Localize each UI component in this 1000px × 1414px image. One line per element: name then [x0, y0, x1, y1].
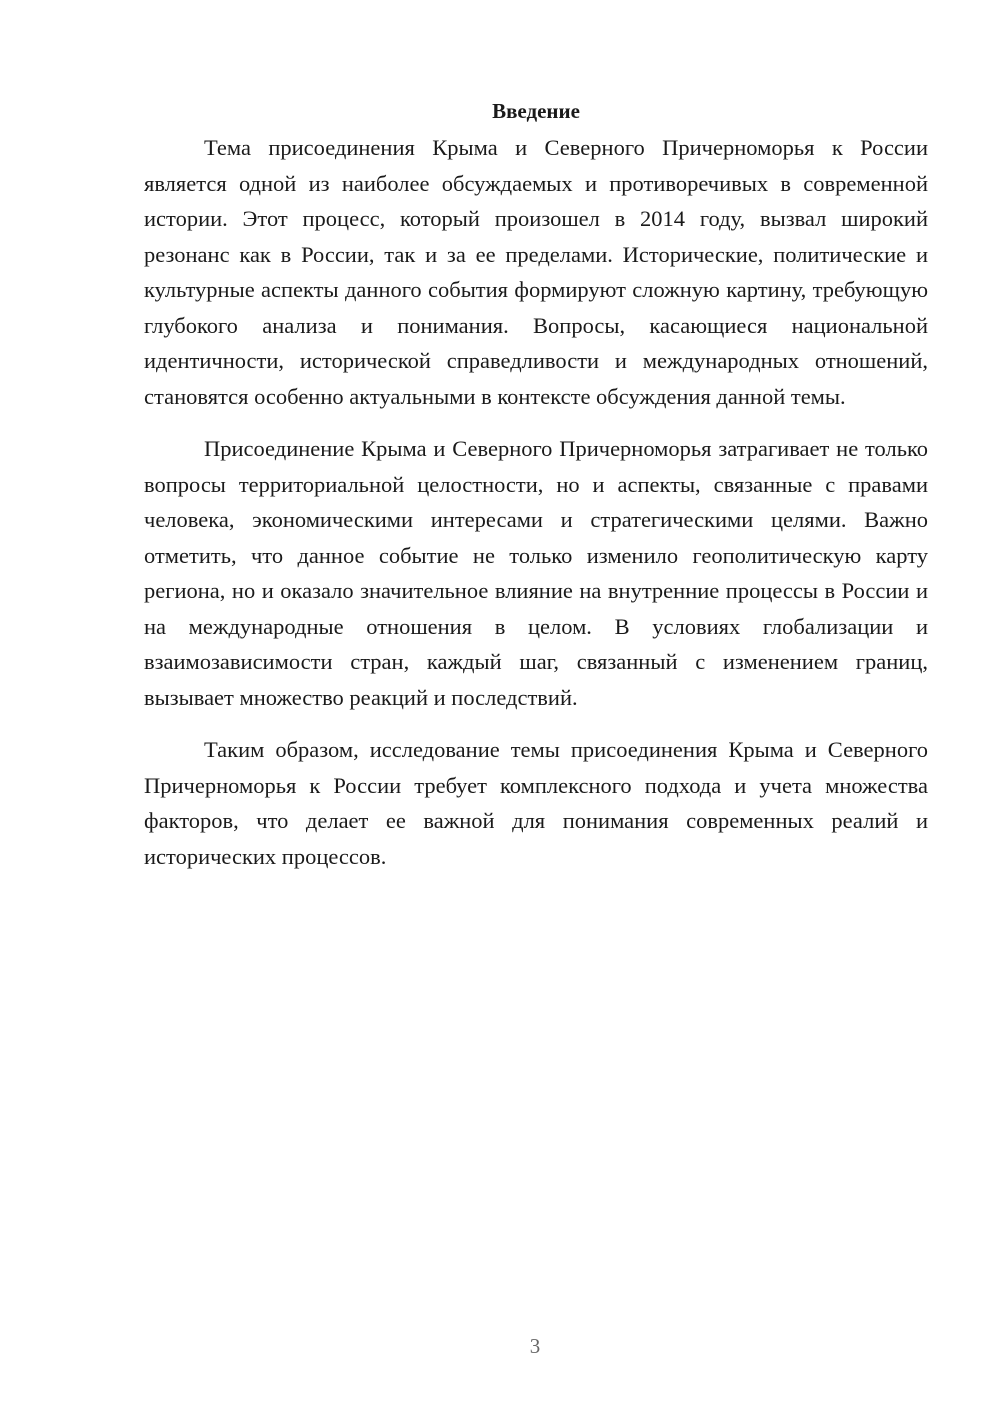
page-content [144, 96, 928, 891]
paragraph-1: Тема присоединения Крыма и Северного Причерноморья к России является одной из наиболее обсуждаемых и противоречивых в современной истории. Этот процесс, который произошел в 2014 году, вызвал широкий резонанс как в России, так и за ее пределами. Исторические, политические и культурные аспекты данного события формируют сложную картину, требующую глубокого анализа и понимания. Вопросы, касающиеся национальной идентичности, исторической справедливости и международных отношений, становятся особенно актуальными в контексте обсуждения данной темы. [144, 135, 928, 409]
paragraph-2: Присоединение Крыма и Северного Причерноморья затрагивает не только вопросы территориальной целостности, но и аспекты, связанные с правами человека, экономическими интересами и стратегическими целями. Важно отметить, что данное событие не только изменило геополитическую карту региона, но и оказало значительное влияние на внутренние процессы в России и на международные отношения в целом. В условиях глобализации и взаимозависимости стран, каждый шаг, связанный с изменением границ, вызывает множество реакций и последствий. [144, 436, 928, 710]
page-number: 3 [529, 1334, 541, 1358]
paragraph-3: Таким образом, исследование темы присоединения Крыма и Северного Причерноморья к России требует комплексного подхода и учета множества факторов, что делает ее важной для понимания современных реалий и исторических процессов. [144, 737, 928, 869]
section-heading: Введение [492, 99, 580, 123]
